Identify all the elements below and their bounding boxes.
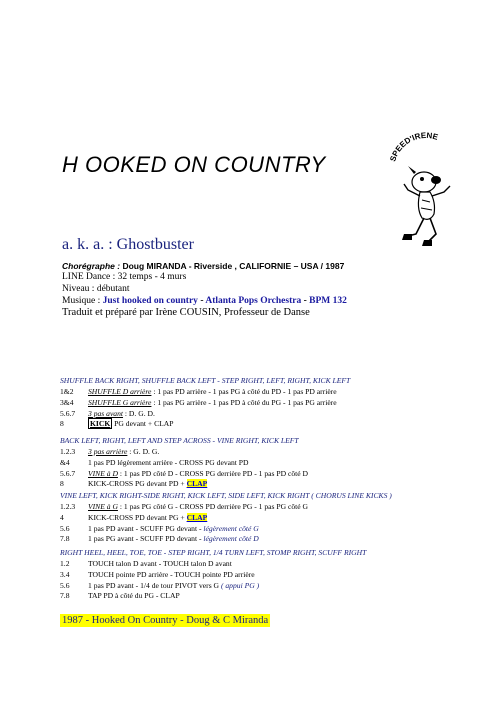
speedirene-logo — [386, 130, 466, 260]
step-count: 5.6.7 — [60, 408, 76, 418]
step-description: KICK-CROSS PD devant PG + — [88, 512, 187, 522]
clap-highlight: CLAP — [186, 479, 208, 489]
step-name: SHUFFLE D arrière — [88, 387, 152, 396]
step-row — [60, 458, 249, 468]
step-row — [60, 398, 337, 408]
step-count: 7.8 — [60, 534, 70, 544]
step-row — [60, 409, 155, 419]
step-description: 1 pas PD avant - 1/4 de tour PIVOT vers G — [88, 580, 221, 590]
step-description: TOUCH talon D avant - TOUCH talon D avant — [88, 559, 232, 568]
step-description: : 1 pas PG arrière - 1 pas PD à côté du PG - 1 pas PG arrière — [153, 397, 337, 407]
choreographer-label: Chorégraphe : — [62, 261, 121, 271]
line-dance-info: LINE Dance : 32 temps - 4 murs — [62, 272, 187, 282]
step-count: 7.8 — [60, 591, 70, 601]
step-count: 1.2.3 — [60, 502, 76, 511]
step-count: 5.6 — [60, 523, 70, 533]
step-row — [60, 387, 337, 397]
step-description: KICK-CROSS PG devant PD + — [88, 479, 187, 489]
level-info: Niveau : débutant — [62, 284, 130, 294]
step-description: TAP PD à côté du PG - CLAP — [88, 591, 180, 601]
music-song: Just hooked on country — [102, 296, 198, 306]
step-count: 1&2 — [60, 387, 74, 396]
step-row — [60, 419, 174, 429]
music-label: Musique : — [62, 296, 101, 306]
section-title: RIGHT HEEL, HEEL, TOE, TOE - STEP RIGHT, 1/4 TURN LEFT, STOMP RIGHT, SCUFF RIGHT — [60, 548, 367, 557]
step-row — [60, 581, 259, 591]
clap-highlight: CLAP — [186, 512, 208, 522]
dance-title: H OOKED ON COUNTRY — [62, 152, 326, 177]
step-row — [60, 502, 308, 512]
aka-line: a. k. a. : Ghostbuster — [62, 236, 194, 253]
step-note: ( appui PG ) — [220, 580, 260, 590]
music-separator: - — [303, 296, 310, 306]
step-description: 1 pas PD légèrement arrière - CROSS PG devant PD — [88, 457, 249, 467]
step-count: 8 — [60, 479, 64, 489]
step-name: 3 pas arrière — [88, 447, 128, 456]
step-count: 8 — [60, 419, 64, 429]
step-name: VINE à D — [88, 468, 118, 478]
step-row — [60, 534, 259, 544]
step-note: légèrement côté D — [203, 534, 259, 544]
step-row — [60, 559, 232, 569]
svg-text:SPEED'IRENE — [388, 131, 439, 163]
section-title: SHUFFLE BACK RIGHT, SHUFFLE BACK LEFT - STEP RIGHT, LEFT, RIGHT, KICK LEFT — [60, 376, 351, 385]
step-row — [60, 479, 207, 489]
step-description: 1 pas PD avant - SCUFF PG devant - — [88, 523, 204, 533]
step-count: 3&4 — [60, 397, 74, 407]
choreographer-value: Doug MIRANDA - Riverside , CALIFORNIE – USA / 1987 — [122, 261, 345, 271]
step-description: : 1 pas PD arrière - 1 pas PG à côté du PD - 1 pas PD arrière — [153, 387, 337, 396]
step-count: 3.4 — [60, 569, 70, 579]
translator-line: Traduit et préparé par Irène COUSIN, Professeur de Danse — [62, 307, 310, 318]
kick-label: KICK — [90, 419, 111, 429]
step-count: 1.2 — [60, 559, 70, 568]
step-note: légèrement côté G — [203, 523, 259, 533]
step-name: VINE à G — [88, 502, 118, 511]
section-title: VINE LEFT, KICK RIGHT-SIDE RIGHT, KICK LEFT, SIDE LEFT, KICK RIGHT ( CHORUS LINE KICKS ) — [60, 491, 392, 500]
step-name: 3 pas avant — [88, 408, 124, 418]
step-row — [60, 524, 259, 534]
step-count: 5.6 — [60, 580, 70, 590]
step-count: &4 — [60, 457, 70, 467]
music-artist: Atlanta Pops Orchestra — [205, 296, 302, 306]
step-row — [60, 513, 207, 523]
step-count: 4 — [60, 512, 64, 522]
dancer-mascot-icon — [386, 130, 466, 260]
footer-credit: 1987 - Hooked On Country - Doug & C Miranda — [62, 615, 269, 626]
music-bpm: BPM 132 — [309, 296, 347, 306]
step-row — [60, 591, 180, 601]
step-description: TOUCH pointe PD arrière - TOUCH pointe PD arrière — [88, 569, 255, 579]
step-count: 5.6.7 — [60, 468, 76, 478]
section-title: BACK LEFT, RIGHT, LEFT AND STEP ACROSS - VINE RIGHT, KICK LEFT — [60, 436, 299, 445]
step-description: : D. G. D. — [124, 408, 155, 418]
step-row — [60, 570, 255, 580]
step-description: 1 pas PG avant - SCUFF PD devant - — [88, 534, 204, 544]
step-row — [60, 469, 308, 479]
music-separator: - — [200, 296, 206, 306]
step-description: PG devant + CLAP — [112, 419, 174, 429]
choreographer-line — [62, 261, 344, 271]
music-info — [62, 296, 347, 306]
step-description: : G. D. G. — [129, 447, 160, 456]
step-count: 1.2.3 — [60, 447, 76, 456]
step-description: : 1 pas PG côté G - CROSS PD derrière PG - 1 pas PG côté G — [119, 502, 308, 511]
step-description: : 1 pas PD côté D - CROSS PG derrière PD - 1 pas PD côté D — [119, 468, 308, 478]
step-name: SHUFFLE G arrière — [88, 397, 152, 407]
step-row — [60, 447, 159, 457]
logo-lettering: SPEED'IRENE — [388, 130, 440, 163]
